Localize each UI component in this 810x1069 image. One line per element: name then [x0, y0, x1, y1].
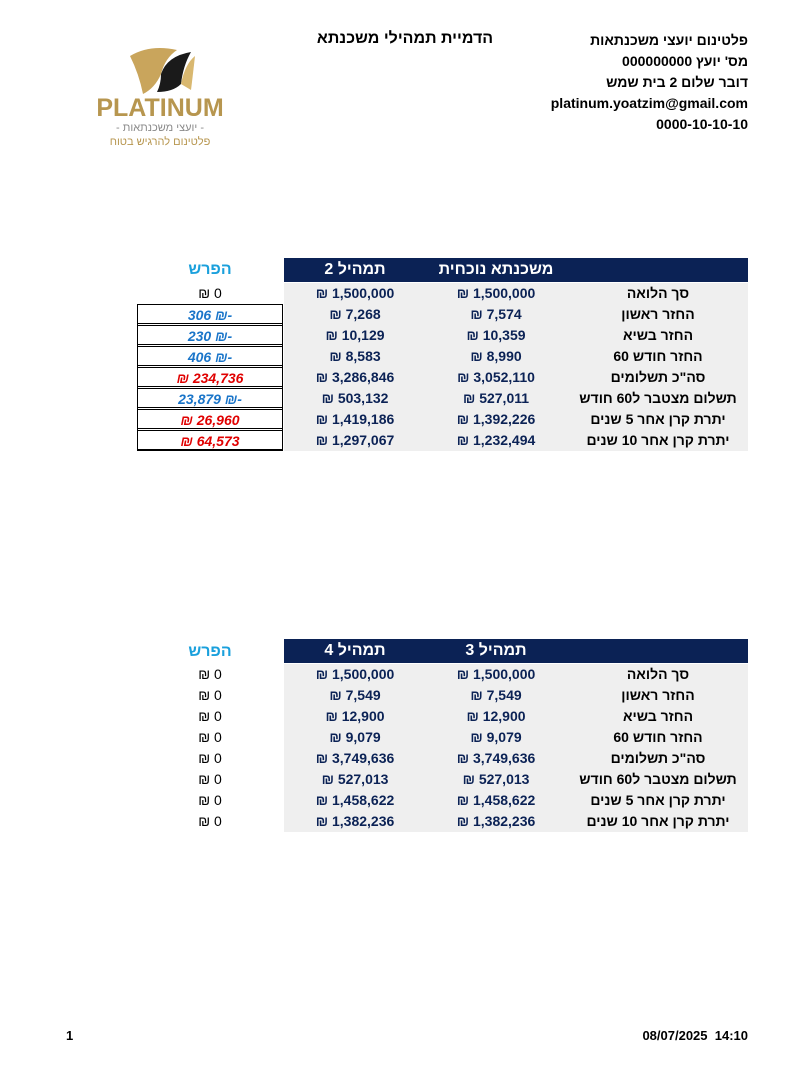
table2-diff-header: הפרש: [188, 643, 232, 660]
page-title: הדמיית תמהילי משכנתא: [316, 30, 494, 47]
row-value-col2: 3,749,636 ₪: [315, 750, 395, 766]
row-diff: 0 ₪: [198, 687, 222, 703]
table2-header: [284, 639, 748, 663]
company-name: פלטינום יועצי משכנתאות: [590, 32, 748, 48]
row-value-col2: 12,900 ₪: [325, 708, 385, 724]
row-value-col2: 1,500,000 ₪: [315, 285, 395, 301]
row-diff: 64,573 ₪: [137, 430, 283, 450]
row-label: יתרת קרן אחר 10 שנים: [586, 813, 730, 829]
table-row: [284, 811, 748, 832]
row-value-col2: 9,079 ₪: [329, 729, 381, 745]
table-row: [284, 727, 748, 748]
row-value-col1: 7,574 ₪: [470, 306, 522, 322]
page-number: 1: [66, 1028, 74, 1043]
table1-col2-header: תמהיל 2: [324, 261, 386, 278]
row-value-col2: 3,286,846 ₪: [315, 369, 395, 385]
row-value-col1: 1,458,622 ₪: [456, 792, 536, 808]
table-row: [284, 706, 748, 727]
row-label: יתרת קרן אחר 10 שנים: [586, 432, 730, 448]
row-diff: 234,736 ₪: [137, 367, 283, 387]
company-info: [488, 30, 748, 135]
row-label: החזר ראשון: [621, 687, 695, 703]
row-label: תשלום מצטבר ל60 חודש: [579, 390, 737, 406]
row-label: החזר ראשון: [621, 306, 695, 322]
row-label: תשלום מצטבר ל60 חודש: [579, 771, 737, 787]
table-row: [284, 304, 748, 325]
table-row: [284, 685, 748, 706]
row-diff: -₪ 23,879: [137, 388, 283, 408]
row-label: החזר חודש 60: [613, 348, 703, 364]
table1-header: [284, 258, 748, 282]
row-value-col2: 503,132 ₪: [321, 390, 389, 406]
logo-brand: PLATINUM: [96, 94, 224, 122]
row-value-col2: 7,549 ₪: [329, 687, 381, 703]
row-diff: 0 ₪: [198, 729, 222, 745]
row-value-col2: 10,129 ₪: [325, 327, 385, 343]
row-value-col2: 1,458,622 ₪: [315, 792, 395, 808]
table-row: [284, 346, 748, 367]
row-value-col1: 10,359 ₪: [466, 327, 526, 343]
row-value-col2: 1,419,186 ₪: [315, 411, 395, 427]
row-value-col2: 7,268 ₪: [329, 306, 381, 322]
row-value-col2: 527,013 ₪: [321, 771, 389, 787]
row-value-col1: 1,232,494 ₪: [456, 432, 536, 448]
company-address: דובר שלום 2 בית שמש: [606, 74, 748, 90]
logo-emblem-icon: [95, 44, 225, 96]
table1-diff-header: הפרש: [188, 261, 232, 278]
row-label: סך הלואה: [626, 666, 690, 682]
advisor-number: מס' יועץ 000000000: [622, 53, 748, 69]
row-value-col2: 1,382,236 ₪: [315, 813, 395, 829]
row-label: החזר חודש 60: [613, 729, 703, 745]
row-value-col1: 527,013 ₪: [462, 771, 530, 787]
row-diff: 0 ₪: [198, 708, 222, 724]
row-value-col1: 3,052,110 ₪: [457, 369, 535, 385]
table-row: [284, 664, 748, 685]
table-row: [284, 325, 748, 346]
table2-col2-header: תמהיל 4: [324, 642, 386, 659]
row-value-col1: 8,990 ₪: [470, 348, 522, 364]
row-label: יתרת קרן אחר 5 שנים: [590, 411, 726, 427]
row-diff: 0 ₪: [198, 792, 222, 808]
logo-subtitle: - יועצי משכנתאות -: [116, 122, 204, 134]
row-value-col1: 1,392,226 ₪: [456, 411, 536, 427]
print-datetime: 08/07/2025 14:10: [642, 1028, 748, 1043]
table-row: [284, 748, 748, 769]
row-diff: 0 ₪: [198, 750, 222, 766]
table-row: [284, 790, 748, 811]
table-row: [284, 769, 748, 790]
row-diff: 26,960 ₪: [137, 409, 283, 429]
row-label: סה"כ תשלומים: [610, 369, 706, 385]
table-row: [284, 388, 748, 409]
company-phone: 0000-10-10-10: [656, 116, 748, 132]
row-value-col2: 8,583 ₪: [329, 348, 381, 364]
row-label: סך הלואה: [626, 285, 690, 301]
platinum-logo: [95, 44, 225, 154]
row-value-col1: 7,549 ₪: [470, 687, 522, 703]
row-label: סה"כ תשלומים: [610, 750, 706, 766]
row-value-col1: 3,749,636 ₪: [456, 750, 536, 766]
row-label: יתרת קרן אחר 5 שנים: [590, 792, 726, 808]
table2-col1-header: תמהיל 3: [465, 642, 527, 659]
row-value-col2: 1,297,067 ₪: [315, 432, 395, 448]
row-diff: -₪ 306: [137, 304, 283, 324]
row-value-col1: 527,011 ₪: [462, 390, 530, 406]
row-value-col1: 1,382,236 ₪: [456, 813, 536, 829]
row-diff: -₪ 406: [137, 346, 283, 366]
row-diff: 0 ₪: [198, 666, 222, 682]
table-row: [284, 430, 748, 451]
row-label: החזר בשיא: [622, 327, 694, 343]
table1-col1-header: משכנתא נוכחית: [438, 261, 554, 278]
row-diff: 0 ₪: [198, 813, 222, 829]
diff-frame: [137, 304, 283, 451]
row-diff: 0 ₪: [198, 771, 222, 787]
row-value-col2: 1,500,000 ₪: [315, 666, 395, 682]
row-value-col1: 9,079 ₪: [470, 729, 522, 745]
row-value-col1: 1,500,000 ₪: [456, 285, 536, 301]
logo-slogan: פלטינום להרגיש בטוח: [109, 136, 211, 148]
row-value-col1: 12,900 ₪: [466, 708, 526, 724]
row-value-col1: 1,500,000 ₪: [456, 666, 536, 682]
table-row: [284, 283, 748, 304]
row-diff: 0 ₪: [198, 285, 222, 301]
company-email: platinum.yoatzim@gmail.com: [550, 95, 748, 111]
table-row: [284, 409, 748, 430]
table-row: [284, 367, 748, 388]
row-diff: -₪ 230: [137, 325, 283, 345]
row-label: החזר בשיא: [622, 708, 694, 724]
